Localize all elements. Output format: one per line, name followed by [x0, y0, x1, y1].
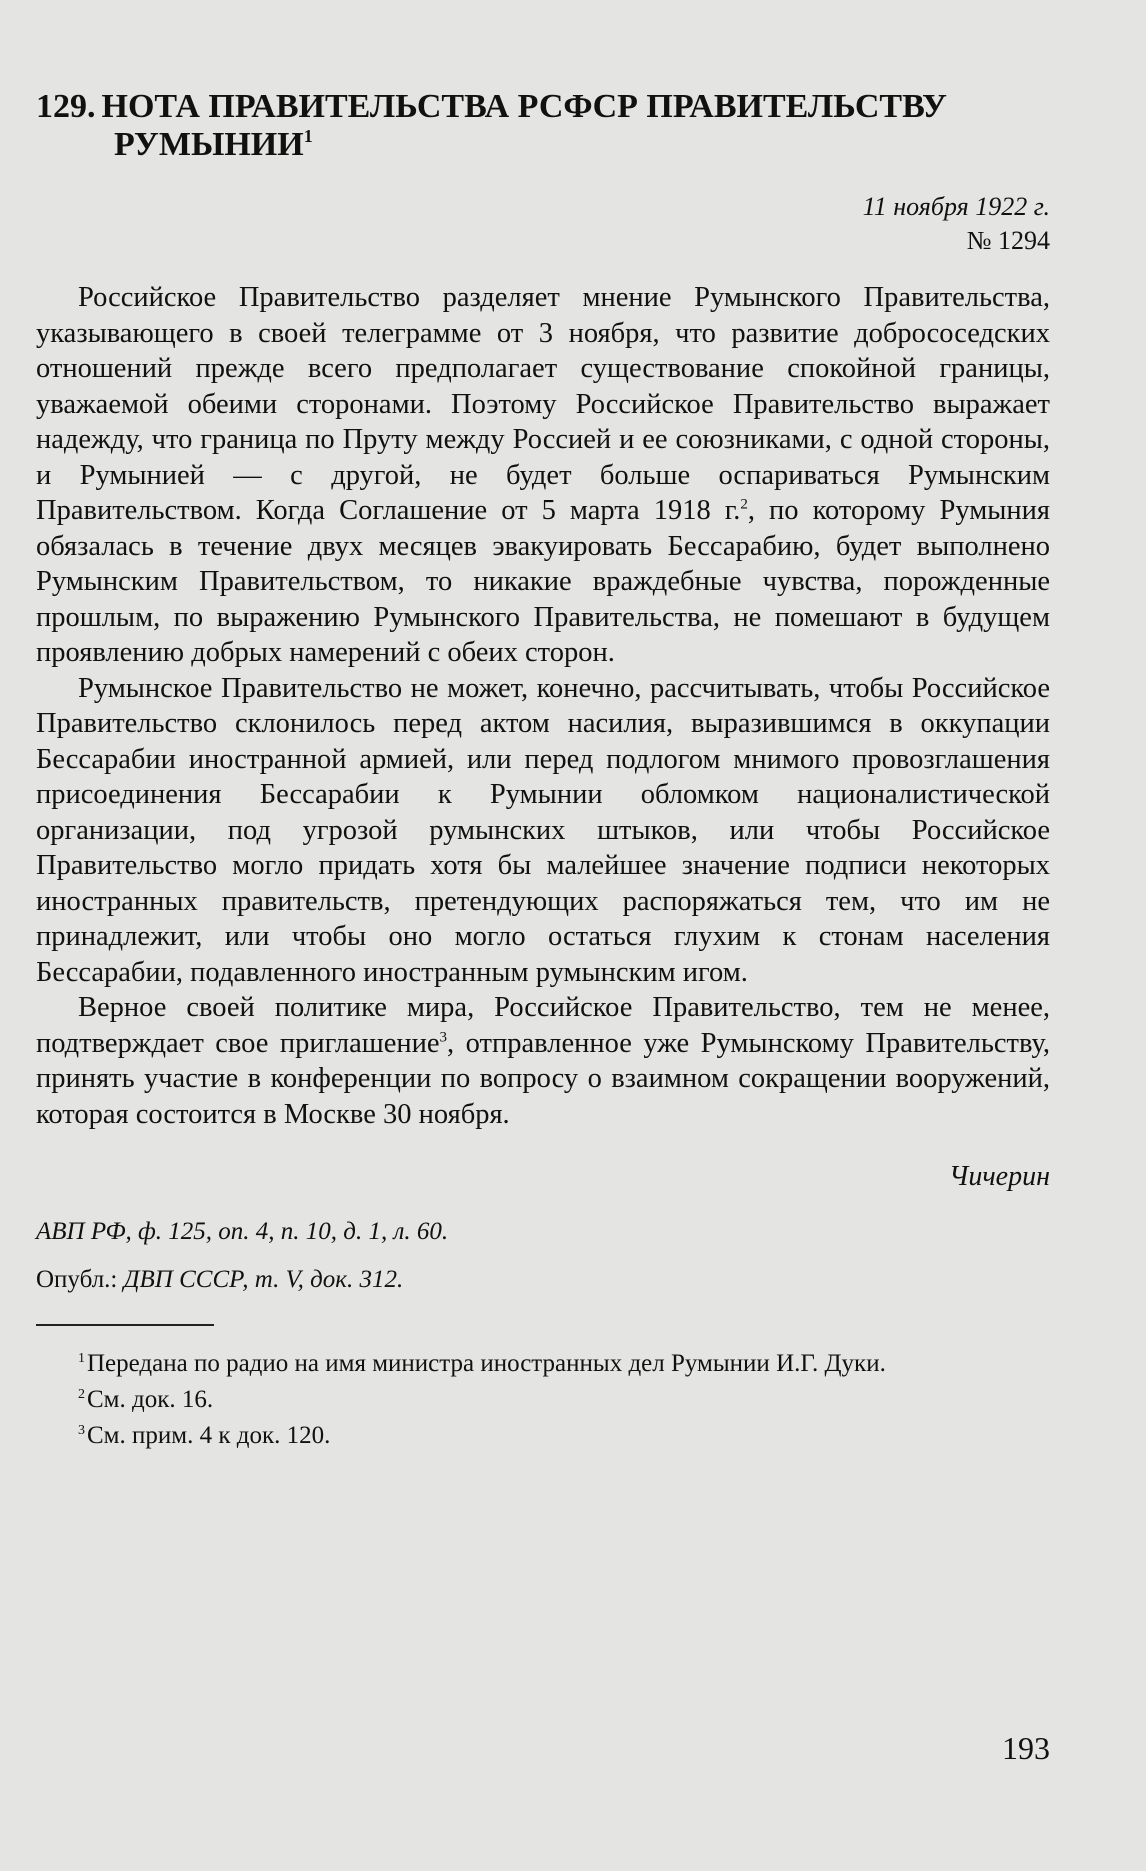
paragraph-1 — [36, 280, 1050, 671]
footnote-2 — [36, 1382, 1050, 1418]
paragraph-3 — [36, 990, 1050, 1132]
archive-reference: АВП РФ, ф. 125, оп. 4, п. 10, д. 1, л. 60. — [36, 1218, 449, 1245]
document-reference-number: № 1294 — [966, 226, 1050, 255]
footnote-mark-3: 3 — [439, 1029, 448, 1045]
footnote-3-text: См. прим. 4 к док. 120. — [87, 1422, 331, 1449]
footnote-1-mark: 1 — [78, 1350, 85, 1366]
page-number: 193 — [1002, 1730, 1050, 1766]
paragraph-2: Румынское Правительство не может, конечно, рассчитывать, чтобы Российское Правительство склонилось перед актом насилия, выразившимся в оккупации Бессарабии иностранной армией, или перед подлогом мнимого провозглашения присоединения Бессарабии к Румынии обломком националистической организации, под угрозой румынских штыков, или чтобы Российское Правительство могло придать хотя бы малейшее значение подписи некоторых иностранных правительств, претендующих распоряжаться тем, что им не принадлежит, или чтобы оно могло остаться глухим к стонам населения Бессарабии, подавленного иностранным румынским игом. — [36, 672, 1050, 988]
footnote-1 — [36, 1346, 1050, 1382]
title-footnote-mark: 1 — [303, 126, 313, 146]
footnotes — [36, 1346, 1050, 1454]
publication-reference — [36, 1264, 1050, 1296]
footnote-3-mark: 3 — [78, 1422, 85, 1438]
published-source: ДВП СССР, т. V, док. 312. — [123, 1266, 404, 1293]
footnote-2-text: См. док. 16. — [87, 1386, 214, 1413]
footnote-1-text: Передана по радио на имя министра иностранных дел Румынии И.Г. Дуки. — [87, 1350, 886, 1377]
document-date: 11 ноября 1922 г. — [862, 192, 1050, 221]
footnote-mark-2: 2 — [740, 496, 748, 513]
signature: Чичерин — [949, 1161, 1050, 1192]
title-line-1: НОТА ПРАВИТЕЛЬСТВА РСФСР ПРАВИТЕЛЬСТВУ — [101, 88, 947, 125]
title-line-2-wrap — [36, 126, 1050, 164]
paragraph-3-part-1: Верное своей политике мира, Российское Правительство, тем не менее, подтверждает свое приглашение — [36, 992, 1050, 1059]
footnote-2-mark: 2 — [78, 1386, 85, 1402]
footnote-divider — [36, 1324, 214, 1326]
footnote-3 — [36, 1418, 1050, 1454]
document-title — [36, 88, 1050, 164]
document-body — [36, 280, 1050, 1132]
document-number-prefix: 129. — [36, 88, 96, 125]
paragraph-1-part-2: , по которому Румыния обязалась в течение двух месяцев эвакуировать Бессарабию, будет выполнено Румынским Правительством, то никакие враждебные чувства, порожденные прошлым, по выражению Румынского Правительства, не помешают в будущем проявлению добрых намерений с обеих сторон. — [36, 495, 1050, 668]
document-content — [36, 88, 1050, 1454]
published-label: Опубл.: — [36, 1266, 118, 1293]
paragraph-1-part-1: Российское Правительство разделяет мнение Румынского Правительства, указывающего в своей телеграмме от 3 ноября, что развитие добрососедских отношений прежде всего предполагает существование спокойной границы, уважаемой обеими сторонами. Поэтому Российское Правительство выражает надежду, что граница по Пруту между Россией и ее союзниками, с одной стороны, и Румынией — с другой, не будет больше оспариваться Румынским Правительством. Когда Соглашение от 5 марта 1918 г. — [36, 282, 1050, 526]
title-line-2: РУМЫНИИ — [114, 126, 304, 163]
paragraph-3-part-2: , отправленное уже Румынскому Правительству, принять участие в конференции по вопросу о взаимном сокращении вооружений, которая состоится в Москве 30 ноября. — [36, 1027, 1050, 1130]
